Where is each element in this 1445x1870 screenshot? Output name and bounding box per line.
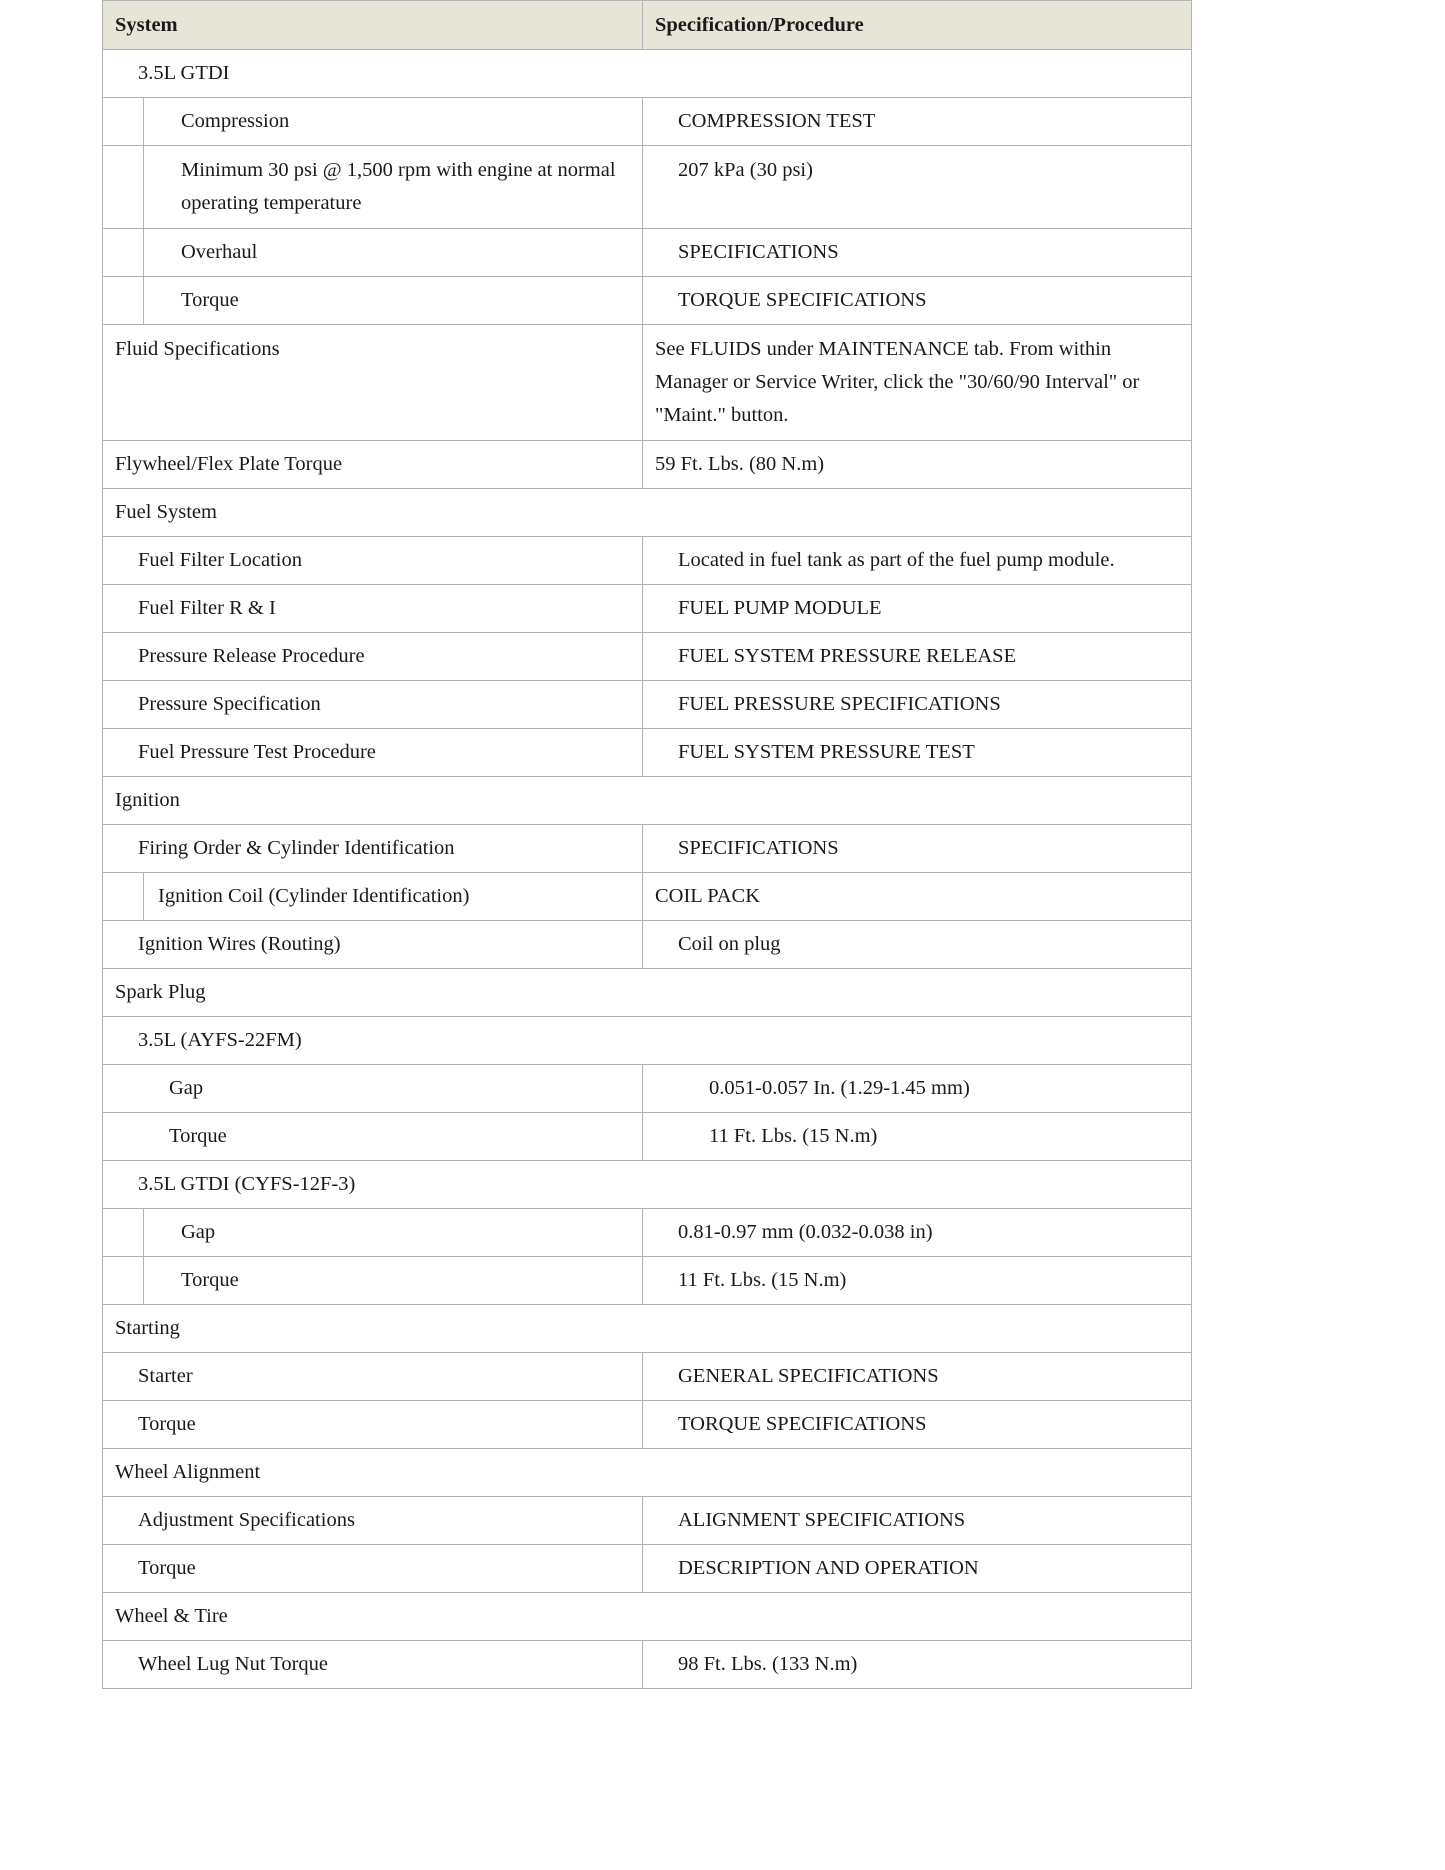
table-row [103,537,1192,585]
row-label: Gap [103,1065,643,1113]
table-row [103,1641,1192,1689]
row-label: Adjustment Specifications [103,1497,643,1545]
table-row [103,1161,1192,1209]
row-value: COMPRESSION TEST [643,98,1192,146]
table-row [103,1305,1192,1353]
row-label-cell [103,229,643,277]
table-row [103,489,1192,537]
row-value: SPECIFICATIONS [643,825,1192,873]
row-label: Pressure Specification [103,681,643,729]
row-label: Overhaul [181,241,258,263]
row-label: Firing Order & Cylinder Identification [103,825,643,873]
table-row [103,1209,1192,1257]
table-row [103,633,1192,681]
row-label: Torque [181,1269,239,1291]
row-label: Pressure Release Procedure [103,633,643,681]
row-label: Torque [103,1401,643,1449]
table-row [103,98,1192,146]
row-value: 0.81-0.97 mm (0.032-0.038 in) [643,1209,1192,1257]
table-row [103,585,1192,633]
row-label: Torque [103,1113,643,1161]
table-row [103,277,1192,325]
table-row [103,1353,1192,1401]
row-value: ALIGNMENT SPECIFICATIONS [643,1497,1192,1545]
specification-table [102,0,1192,1689]
table-row [103,1401,1192,1449]
row-label: Torque [103,1545,643,1593]
row-value: GENERAL SPECIFICATIONS [643,1353,1192,1401]
row-value: 11 Ft. Lbs. (15 N.m) [643,1113,1192,1161]
row-label: Fluid Specifications [103,325,643,441]
row-value: SPECIFICATIONS [643,229,1192,277]
row-value: See FLUIDS under MAINTENANCE tab. From within Manager or Service Writer, click the "30/60/90 Interval" or "Maint." button. [643,325,1192,441]
row-label: Fuel Pressure Test Procedure [103,729,643,777]
row-value: FUEL PRESSURE SPECIFICATIONS [643,681,1192,729]
row-value: TORQUE SPECIFICATIONS [643,277,1192,325]
table-row [103,1449,1192,1497]
table-row [103,441,1192,489]
table-row [103,681,1192,729]
section-label: Ignition [103,777,1192,825]
table-row [103,1113,1192,1161]
row-label: Compression [181,110,290,132]
row-value: Located in fuel tank as part of the fuel pump module. [643,537,1192,585]
row-label: Torque [181,289,239,311]
table-row [103,777,1192,825]
row-label: Ignition Wires (Routing) [103,921,643,969]
table-row [103,1593,1192,1641]
table-row [103,873,1192,921]
table-row [103,1257,1192,1305]
row-label-cell [103,873,643,921]
table-row [103,1545,1192,1593]
row-value: 0.051-0.057 In. (1.29-1.45 mm) [643,1065,1192,1113]
section-label: Starting [103,1305,1192,1353]
table-row [103,969,1192,1017]
row-label-cell [103,146,643,229]
subsection-label: 3.5L GTDI (CYFS-12F-3) [103,1161,1192,1209]
row-label: Minimum 30 psi @ 1,500 rpm with engine at normal operating temperature [181,159,616,214]
row-value: DESCRIPTION AND OPERATION [643,1545,1192,1593]
row-value: FUEL PUMP MODULE [643,585,1192,633]
table-row [103,729,1192,777]
row-value: 98 Ft. Lbs. (133 N.m) [643,1641,1192,1689]
header-specification: Specification/Procedure [643,1,1192,50]
table-row [103,1017,1192,1065]
row-label: Flywheel/Flex Plate Torque [103,441,643,489]
table-row [103,325,1192,441]
row-value: FUEL SYSTEM PRESSURE TEST [643,729,1192,777]
table-row [103,1065,1192,1113]
table-row [103,825,1192,873]
row-label: Wheel Lug Nut Torque [103,1641,643,1689]
table-header-row [103,1,1192,50]
row-value: 207 kPa (30 psi) [643,146,1192,229]
row-label-cell [103,1209,643,1257]
subsection-label: 3.5L (AYFS-22FM) [103,1017,1192,1065]
row-label-cell [103,98,643,146]
row-label: Fuel Filter R & I [103,585,643,633]
table-row [103,146,1192,229]
row-label: Fuel Filter Location [103,537,643,585]
row-value: COIL PACK [643,873,1192,921]
section-label: Spark Plug [103,969,1192,1017]
section-label: Wheel & Tire [103,1593,1192,1641]
header-system: System [103,1,643,50]
row-label-cell [103,1257,643,1305]
row-label: Starter [103,1353,643,1401]
row-value: TORQUE SPECIFICATIONS [643,1401,1192,1449]
row-value: 11 Ft. Lbs. (15 N.m) [643,1257,1192,1305]
table-row [103,229,1192,277]
row-value: 59 Ft. Lbs. (80 N.m) [643,441,1192,489]
row-label-cell [103,277,643,325]
row-value: Coil on plug [643,921,1192,969]
section-label: Wheel Alignment [103,1449,1192,1497]
subsection-label: 3.5L GTDI [103,50,1192,98]
table-row [103,50,1192,98]
section-label: Fuel System [103,489,1192,537]
table-row [103,921,1192,969]
row-label: Ignition Coil (Cylinder Identification) [158,885,470,907]
row-value: FUEL SYSTEM PRESSURE RELEASE [643,633,1192,681]
table-row [103,1497,1192,1545]
row-label: Gap [181,1221,216,1243]
